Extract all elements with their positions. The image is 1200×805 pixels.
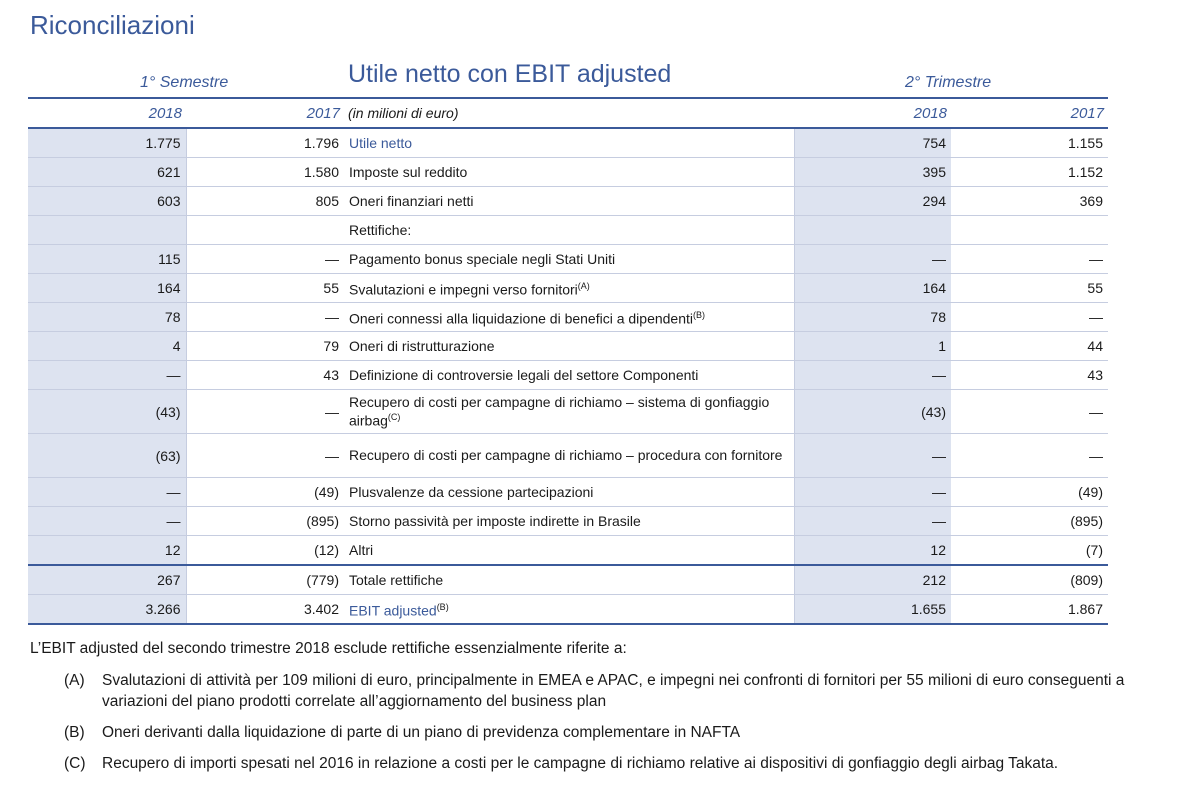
row-label-text: Oneri connessi alla liquidazione di benefici a dipendenti bbox=[349, 310, 694, 327]
footnote-item bbox=[30, 753, 1140, 774]
cell-tri-2017: 43 bbox=[951, 361, 1108, 390]
cell-sem-2018: — bbox=[28, 478, 186, 507]
cell-sem-2018 bbox=[28, 216, 186, 245]
quarter-period-label: 2° Trimestre bbox=[905, 74, 992, 91]
cell-label bbox=[344, 303, 794, 332]
cell-label bbox=[344, 187, 794, 216]
cell-sem-2018: (43) bbox=[28, 390, 186, 434]
table-row bbox=[28, 434, 1108, 478]
table-row bbox=[28, 595, 1108, 625]
cell-tri-2017: — bbox=[951, 390, 1108, 434]
header-tri-2018: 2018 bbox=[913, 104, 947, 122]
cell-sem-2018: 621 bbox=[28, 158, 186, 187]
cell-tri-2018: — bbox=[794, 434, 951, 478]
cell-tri-2018: 164 bbox=[794, 274, 951, 303]
cell-label bbox=[344, 507, 794, 536]
cell-tri-2017: 55 bbox=[951, 274, 1108, 303]
cell-sem-2018: 164 bbox=[28, 274, 186, 303]
table-row bbox=[28, 158, 1108, 187]
cell-sem-2018: 78 bbox=[28, 303, 186, 332]
footnote-text: Oneri derivanti dalla liquidazione di parte di un piano di previdenza complementare in NAFTA bbox=[102, 724, 741, 741]
table-row bbox=[28, 361, 1108, 390]
table-title: Utile netto con EBIT adjusted bbox=[348, 60, 672, 88]
header-unit-label: (in milioni di euro) bbox=[348, 105, 459, 121]
cell-tri-2018: 395 bbox=[794, 158, 951, 187]
cell-sem-2018: 603 bbox=[28, 187, 186, 216]
cell-tri-2018: 78 bbox=[794, 303, 951, 332]
table-row bbox=[28, 245, 1108, 274]
cell-label bbox=[344, 361, 794, 390]
footnote-ref: (B) bbox=[693, 309, 706, 320]
row-label-text: Oneri finanziari netti bbox=[349, 192, 474, 209]
row-label-text: Svalutazioni e impegni verso fornitori bbox=[349, 281, 578, 298]
cell-tri-2017: (49) bbox=[951, 478, 1108, 507]
row-label-text: EBIT adjusted bbox=[349, 602, 437, 619]
cell-tri-2017: (809) bbox=[951, 565, 1108, 595]
cell-tri-2017: — bbox=[951, 245, 1108, 274]
cell-label bbox=[344, 478, 794, 507]
footnote-letter: (A) bbox=[64, 672, 85, 689]
cell-sem-2017: 3.402 bbox=[186, 595, 344, 625]
table-row bbox=[28, 128, 1108, 158]
footnotes bbox=[30, 640, 1140, 784]
row-label-text: Oneri di ristrutturazione bbox=[349, 337, 495, 354]
cell-label bbox=[344, 128, 794, 158]
cell-tri-2018: 212 bbox=[794, 565, 951, 595]
reconciliation-table bbox=[28, 97, 1108, 625]
row-label-text: Totale rettifiche bbox=[349, 571, 444, 588]
header-sem-2018: 2018 bbox=[148, 104, 182, 122]
cell-label bbox=[344, 565, 794, 595]
cell-tri-2017: — bbox=[951, 303, 1108, 332]
cell-sem-2017: 55 bbox=[186, 274, 344, 303]
cell-tri-2018: 1.655 bbox=[794, 595, 951, 625]
cell-sem-2017: 1.796 bbox=[186, 128, 344, 158]
cell-sem-2018: 12 bbox=[28, 536, 186, 566]
cell-sem-2018: 3.266 bbox=[28, 595, 186, 625]
cell-sem-2017: (895) bbox=[186, 507, 344, 536]
cell-sem-2017: 805 bbox=[186, 187, 344, 216]
footnote-item bbox=[30, 722, 1140, 743]
table-row bbox=[28, 478, 1108, 507]
row-label-text: Altri bbox=[349, 541, 374, 558]
cell-tri-2018: 294 bbox=[794, 187, 951, 216]
cell-tri-2017: 1.867 bbox=[951, 595, 1108, 625]
cell-sem-2017: 43 bbox=[186, 361, 344, 390]
row-label-text: Imposte sul reddito bbox=[349, 163, 468, 180]
cell-tri-2018: 12 bbox=[794, 536, 951, 566]
cell-tri-2017: (895) bbox=[951, 507, 1108, 536]
cell-sem-2017: 79 bbox=[186, 332, 344, 361]
row-label-text: Utile netto bbox=[349, 134, 413, 151]
cell-label bbox=[344, 536, 794, 566]
row-label-text: Rettifiche: bbox=[349, 221, 412, 238]
header-sem-2017: 2017 bbox=[306, 104, 340, 122]
table-row bbox=[28, 507, 1108, 536]
cell-label bbox=[344, 274, 794, 303]
footnote-ref: (A) bbox=[577, 280, 590, 291]
cell-sem-2017: 1.580 bbox=[186, 158, 344, 187]
cell-sem-2017: — bbox=[186, 434, 344, 478]
cell-sem-2017 bbox=[186, 216, 344, 245]
cell-label bbox=[344, 390, 794, 434]
cell-tri-2017: 44 bbox=[951, 332, 1108, 361]
semester-period-label: 1° Semestre bbox=[140, 74, 229, 91]
cell-tri-2017: — bbox=[951, 434, 1108, 478]
table-row bbox=[28, 187, 1108, 216]
table-row bbox=[28, 274, 1108, 303]
footnote-text: Recupero di importi spesati nel 2016 in relazione a costi per le campagne di richiamo relative ai dispositivi di gonfiaggio degli airbag Takata. bbox=[102, 755, 1059, 772]
cell-tri-2017: 369 bbox=[951, 187, 1108, 216]
footnote-letter: (B) bbox=[64, 724, 85, 741]
cell-tri-2018: — bbox=[794, 245, 951, 274]
table-row bbox=[28, 565, 1108, 595]
footnote-text: Svalutazioni di attività per 109 milioni di euro, principalmente in EMEA e APAC, e impegni nei confronti di fornitori per 55 milioni di euro conseguenti a variazioni del piano prodotti correlate all’aggiornamento del business plan bbox=[102, 672, 1125, 710]
cell-sem-2017: — bbox=[186, 303, 344, 332]
cell-tri-2018: — bbox=[794, 507, 951, 536]
footnote-ref: (B) bbox=[436, 601, 449, 612]
cell-label bbox=[344, 245, 794, 274]
cell-label bbox=[344, 332, 794, 361]
table-row bbox=[28, 390, 1108, 434]
cell-tri-2018: — bbox=[794, 478, 951, 507]
table-row bbox=[28, 332, 1108, 361]
row-label-text: Pagamento bonus speciale negli Stati Uniti bbox=[349, 250, 616, 267]
table-row bbox=[28, 303, 1108, 332]
cell-tri-2017 bbox=[951, 216, 1108, 245]
header-tri-2017: 2017 bbox=[1070, 104, 1104, 122]
footnote-ref: (C) bbox=[387, 411, 401, 422]
table-row bbox=[28, 536, 1108, 566]
cell-sem-2018: 267 bbox=[28, 565, 186, 595]
cell-sem-2018: 115 bbox=[28, 245, 186, 274]
cell-sem-2018: 1.775 bbox=[28, 128, 186, 158]
cell-tri-2017: 1.152 bbox=[951, 158, 1108, 187]
row-label-text: Recupero di costi per campagne di richiamo – procedura con fornitore bbox=[349, 447, 783, 463]
cell-sem-2018: — bbox=[28, 361, 186, 390]
cell-tri-2017: 1.155 bbox=[951, 128, 1108, 158]
table-header-row bbox=[28, 98, 1108, 128]
cell-sem-2018: (63) bbox=[28, 434, 186, 478]
cell-sem-2017: (12) bbox=[186, 536, 344, 566]
cell-sem-2017: (49) bbox=[186, 478, 344, 507]
cell-sem-2017: (779) bbox=[186, 565, 344, 595]
cell-tri-2018: — bbox=[794, 361, 951, 390]
cell-label bbox=[344, 158, 794, 187]
cell-label bbox=[344, 216, 794, 245]
row-label-text: Definizione di controversie legali del settore Componenti bbox=[349, 366, 699, 383]
cell-tri-2017: (7) bbox=[951, 536, 1108, 566]
page-title: Riconciliazioni bbox=[30, 10, 195, 40]
row-label-text: Plusvalenze da cessione partecipazioni bbox=[349, 483, 594, 500]
cell-label bbox=[344, 595, 794, 625]
cell-sem-2017: — bbox=[186, 245, 344, 274]
footnote-letter: (C) bbox=[64, 755, 86, 772]
cell-sem-2018: 4 bbox=[28, 332, 186, 361]
table-row bbox=[28, 216, 1108, 245]
footnote-item bbox=[30, 670, 1140, 712]
row-label-text: Recupero di costi per campagne di richiamo – sistema di gonfiaggio airbag bbox=[349, 393, 770, 429]
cell-tri-2018: 1 bbox=[794, 332, 951, 361]
cell-tri-2018: 754 bbox=[794, 128, 951, 158]
cell-sem-2017: — bbox=[186, 390, 344, 434]
cell-tri-2018: (43) bbox=[794, 390, 951, 434]
cell-label bbox=[344, 434, 794, 478]
cell-tri-2018 bbox=[794, 216, 951, 245]
row-label-text: Storno passività per imposte indirette in Brasile bbox=[349, 512, 641, 529]
cell-sem-2018: — bbox=[28, 507, 186, 536]
footnotes-intro: L’EBIT adjusted del secondo trimestre 2018 esclude rettifiche essenzialmente riferite a: bbox=[30, 640, 627, 657]
